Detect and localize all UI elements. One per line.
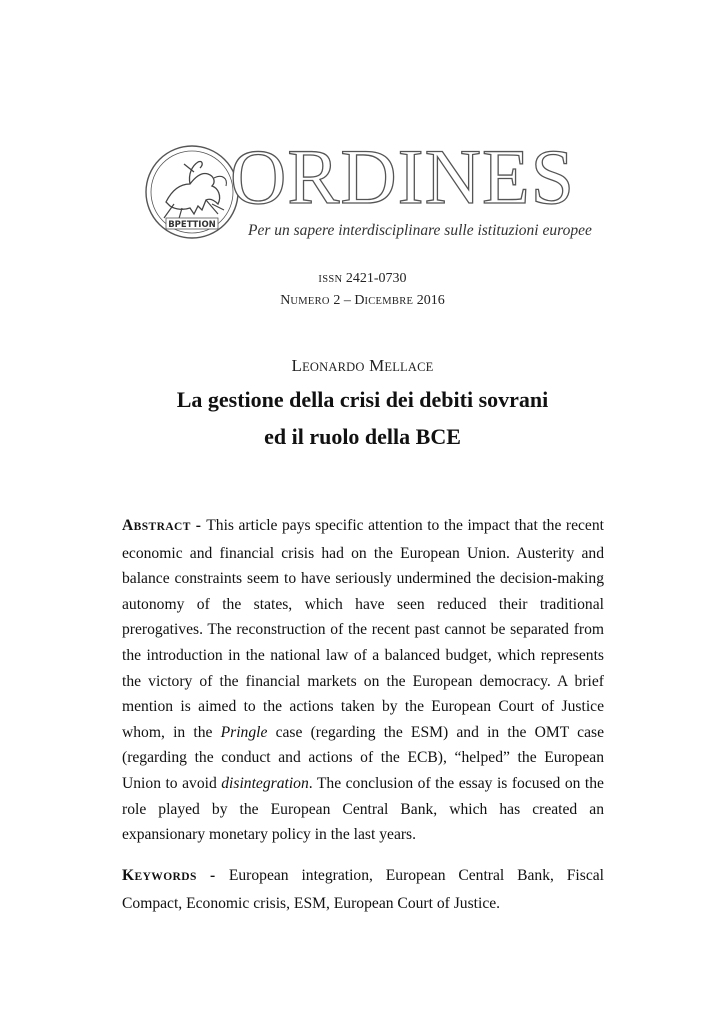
abstract-label-sep: - — [190, 517, 207, 534]
issue-n-cap: N — [280, 293, 291, 308]
abstract-text-2: case (regarding the ESM) and in the OMT case (regarding the conduct and actions of the ECB), “helped” the European Union to avoid — [122, 723, 604, 792]
keywords-text: European integration, European Central Bank, Fiscal Compact, Economic crisis, ESM, European Court of Justice. — [122, 867, 604, 912]
author-last-rest: ELLACE — [384, 360, 434, 374]
seal-text: ΒΡΕΤΤΙΟΝ — [168, 220, 216, 230]
article-title-line-1: La gestione della crisi dei debiti sovrani — [176, 387, 549, 412]
issn-label: ISSN — [318, 274, 343, 285]
journal-logo — [144, 133, 592, 244]
issue-line — [0, 293, 725, 309]
issue-d-rest: ICEMBRE — [364, 296, 414, 307]
issue-number: 2 — [333, 293, 341, 308]
abstract-italic-disintegration: disintegration — [221, 774, 309, 792]
author-first-cap: L — [291, 356, 303, 375]
abstract-label-cap: A — [122, 517, 134, 534]
abstract-text-1: This article pays specific attention to the impact that the recent economic and financial crisis had on the European Union. Austerity and balance constraints seem to have seriously undermined the decision-making autonomy of the states, which have seen reduced their traditional prerogatives. The reconstruction of the recent past cannot be separated from the introduction in the national law of a balanced budget, which represents the victory of the financial markets on the European democracy. A brief mention is aimed to the actions taken by the European Court of Justice whom, in the — [122, 517, 604, 741]
abstract-paragraph — [122, 513, 604, 848]
keywords-label-sep: - — [196, 867, 229, 884]
issue-year: 2016 — [416, 293, 445, 308]
keywords-paragraph — [122, 863, 604, 916]
author-name — [0, 356, 725, 376]
logo-wordmark: ORDINES — [230, 133, 576, 220]
abstract-text-3: . The conclusion of the essay is focused on the role played by the European Central Bank, which has created an expansionary monetary policy in the last years. — [122, 774, 604, 844]
author-first-rest: EONARDO — [302, 360, 365, 374]
abstract-label-rest: BSTRACT — [133, 521, 191, 533]
abstract-italic-pringle: Pringle — [220, 723, 268, 741]
keywords-label-rest: EYWORDS — [134, 871, 197, 883]
keywords-label — [122, 867, 229, 884]
article-title-line-2: ed il ruolo della BCE — [264, 424, 461, 449]
author-last-cap: M — [369, 356, 385, 375]
issn-number: 2421-0730 — [345, 271, 407, 286]
logo-tagline: Per un sapere interdisciplinare sulle istituzioni europee — [248, 222, 592, 239]
issue-dash: – — [343, 293, 351, 308]
issn-line — [0, 271, 725, 287]
abstract-label — [122, 517, 206, 534]
issue-d-cap: D — [354, 293, 365, 308]
issue-n-rest: UMERO — [290, 296, 330, 307]
seal-emblem-icon — [144, 144, 240, 240]
keywords-label-cap: K — [122, 867, 135, 884]
